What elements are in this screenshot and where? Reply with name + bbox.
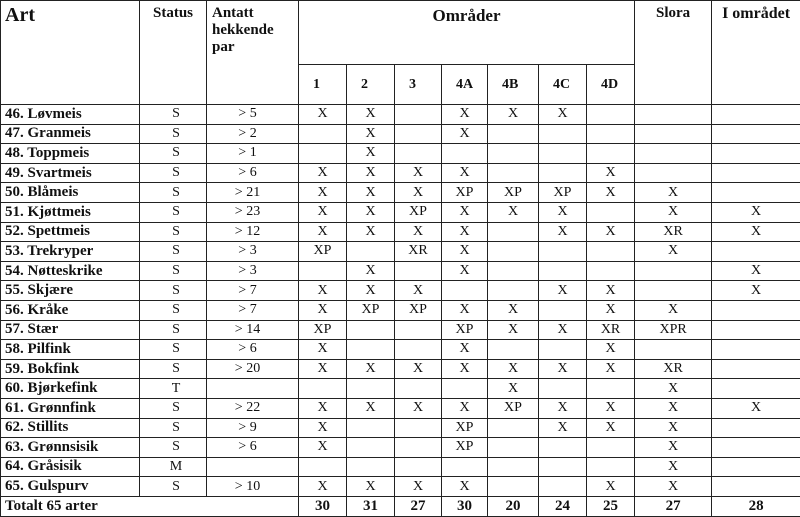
pairs-cell: > 6 bbox=[207, 438, 299, 458]
table-row bbox=[1, 105, 800, 125]
area-cell bbox=[587, 438, 635, 458]
area-cell: X bbox=[442, 105, 488, 125]
area-cell bbox=[488, 457, 539, 477]
area-cell: X bbox=[442, 398, 488, 418]
i-omradet-cell bbox=[712, 320, 800, 340]
status-cell: S bbox=[140, 340, 207, 360]
status-cell: S bbox=[140, 144, 207, 164]
area-cell bbox=[347, 320, 395, 340]
slora-cell: XR bbox=[635, 359, 712, 379]
area-cell bbox=[347, 379, 395, 399]
area-cell: XP bbox=[442, 418, 488, 438]
area-cell: XP bbox=[395, 300, 442, 320]
header-area-4a: 4A bbox=[442, 65, 488, 105]
slora-cell: X bbox=[635, 202, 712, 222]
area-cell: X bbox=[347, 398, 395, 418]
area-cell: X bbox=[587, 477, 635, 497]
area-cell: X bbox=[347, 222, 395, 242]
slora-cell: X bbox=[635, 418, 712, 438]
slora-cell bbox=[635, 144, 712, 164]
area-cell: X bbox=[442, 163, 488, 183]
i-omradet-cell bbox=[712, 300, 800, 320]
species-name: 49. Svartmeis bbox=[1, 163, 140, 183]
pairs-cell: > 3 bbox=[207, 261, 299, 281]
table-row bbox=[1, 379, 800, 399]
area-cell bbox=[587, 124, 635, 144]
species-name: 52. Spettmeis bbox=[1, 222, 140, 242]
area-cell bbox=[299, 261, 347, 281]
area-cell bbox=[488, 124, 539, 144]
header-area-1: 1 bbox=[299, 65, 347, 105]
area-cell: X bbox=[299, 359, 347, 379]
pairs-cell: > 22 bbox=[207, 398, 299, 418]
area-cell: X bbox=[299, 202, 347, 222]
status-cell: S bbox=[140, 261, 207, 281]
area-cell: X bbox=[442, 477, 488, 497]
area-cell bbox=[539, 261, 587, 281]
i-omradet-cell bbox=[712, 438, 800, 458]
area-cell: XR bbox=[395, 242, 442, 262]
pairs-cell bbox=[207, 379, 299, 399]
area-cell: X bbox=[488, 300, 539, 320]
i-omradet-cell bbox=[712, 242, 800, 262]
area-cell: XP bbox=[347, 300, 395, 320]
area-cell: X bbox=[347, 183, 395, 203]
i-omradet-cell: X bbox=[712, 398, 800, 418]
pairs-cell: > 12 bbox=[207, 222, 299, 242]
slora-cell: X bbox=[635, 300, 712, 320]
i-omradet-cell bbox=[712, 105, 800, 125]
area-cell: X bbox=[347, 124, 395, 144]
pairs-cell: > 14 bbox=[207, 320, 299, 340]
area-cell: X bbox=[488, 359, 539, 379]
i-omradet-cell: X bbox=[712, 222, 800, 242]
area-cell bbox=[488, 340, 539, 360]
area-cell: X bbox=[347, 261, 395, 281]
area-cell: X bbox=[488, 320, 539, 340]
area-cell bbox=[587, 144, 635, 164]
pairs-cell bbox=[207, 457, 299, 477]
area-cell bbox=[395, 457, 442, 477]
slora-cell: X bbox=[635, 398, 712, 418]
area-cell: X bbox=[539, 398, 587, 418]
area-cell: X bbox=[587, 281, 635, 301]
area-cell: X bbox=[347, 359, 395, 379]
header-omrader: Områder bbox=[299, 1, 635, 65]
area-cell bbox=[539, 340, 587, 360]
total-area-cell: 20 bbox=[488, 496, 539, 516]
pairs-cell: > 6 bbox=[207, 163, 299, 183]
table-row bbox=[1, 340, 800, 360]
pairs-cell: > 20 bbox=[207, 359, 299, 379]
area-cell bbox=[347, 457, 395, 477]
table-row bbox=[1, 438, 800, 458]
area-cell bbox=[395, 105, 442, 125]
area-cell bbox=[299, 124, 347, 144]
area-cell: X bbox=[299, 418, 347, 438]
total-slora-cell: 27 bbox=[635, 496, 712, 516]
pairs-cell: > 7 bbox=[207, 281, 299, 301]
area-cell: X bbox=[539, 105, 587, 125]
species-name: 55. Skjære bbox=[1, 281, 140, 301]
area-cell: X bbox=[395, 222, 442, 242]
table-row bbox=[1, 144, 800, 164]
area-cell bbox=[395, 340, 442, 360]
table-row bbox=[1, 163, 800, 183]
area-cell bbox=[395, 320, 442, 340]
area-cell: X bbox=[539, 320, 587, 340]
area-cell: X bbox=[442, 202, 488, 222]
area-cell bbox=[395, 144, 442, 164]
area-cell bbox=[488, 222, 539, 242]
i-omradet-cell bbox=[712, 359, 800, 379]
species-name: 54. Nøtteskrike bbox=[1, 261, 140, 281]
status-cell: S bbox=[140, 105, 207, 125]
area-cell: XP bbox=[395, 202, 442, 222]
area-cell bbox=[395, 418, 442, 438]
area-cell bbox=[442, 144, 488, 164]
pairs-cell: > 23 bbox=[207, 202, 299, 222]
slora-cell bbox=[635, 281, 712, 301]
i-omradet-cell bbox=[712, 340, 800, 360]
header-area-4d: 4D bbox=[587, 65, 635, 105]
total-area-cell: 24 bbox=[539, 496, 587, 516]
species-name: 60. Bjørkefink bbox=[1, 379, 140, 399]
species-name: 62. Stillits bbox=[1, 418, 140, 438]
area-cell: X bbox=[299, 300, 347, 320]
slora-cell: X bbox=[635, 477, 712, 497]
area-cell: X bbox=[488, 379, 539, 399]
area-cell bbox=[587, 202, 635, 222]
area-cell bbox=[587, 261, 635, 281]
area-cell: X bbox=[442, 242, 488, 262]
area-cell: X bbox=[587, 359, 635, 379]
i-omradet-cell bbox=[712, 477, 800, 497]
pairs-cell: > 3 bbox=[207, 242, 299, 262]
area-cell bbox=[442, 379, 488, 399]
area-cell: X bbox=[299, 281, 347, 301]
area-cell: XP bbox=[299, 242, 347, 262]
area-cell bbox=[442, 281, 488, 301]
area-cell bbox=[539, 300, 587, 320]
table-row bbox=[1, 398, 800, 418]
pairs-cell: > 5 bbox=[207, 105, 299, 125]
pairs-cell: > 9 bbox=[207, 418, 299, 438]
area-cell: X bbox=[395, 183, 442, 203]
table-row bbox=[1, 359, 800, 379]
total-area-cell: 27 bbox=[395, 496, 442, 516]
status-cell: S bbox=[140, 124, 207, 144]
area-cell: XP bbox=[442, 320, 488, 340]
status-cell: S bbox=[140, 281, 207, 301]
slora-cell: XPR bbox=[635, 320, 712, 340]
area-cell: X bbox=[395, 163, 442, 183]
area-cell: X bbox=[539, 202, 587, 222]
area-cell: X bbox=[539, 418, 587, 438]
table-row bbox=[1, 183, 800, 203]
area-cell: X bbox=[395, 281, 442, 301]
status-cell: S bbox=[140, 183, 207, 203]
area-cell: X bbox=[442, 340, 488, 360]
table-row bbox=[1, 124, 800, 144]
species-name: 65. Gulspurv bbox=[1, 477, 140, 497]
species-name: 59. Bokfink bbox=[1, 359, 140, 379]
area-cell: X bbox=[539, 222, 587, 242]
pairs-cell: > 7 bbox=[207, 300, 299, 320]
table-row bbox=[1, 418, 800, 438]
header-antatt-hekkende-par: Antatt hekkende par bbox=[207, 1, 299, 105]
area-cell: X bbox=[299, 477, 347, 497]
area-cell: X bbox=[395, 477, 442, 497]
area-cell bbox=[299, 379, 347, 399]
area-cell bbox=[347, 418, 395, 438]
species-name: 51. Kjøttmeis bbox=[1, 202, 140, 222]
area-cell bbox=[587, 457, 635, 477]
area-cell bbox=[539, 163, 587, 183]
area-cell bbox=[539, 144, 587, 164]
total-label: Totalt 65 arter bbox=[1, 496, 299, 516]
area-cell bbox=[488, 242, 539, 262]
pairs-cell: > 1 bbox=[207, 144, 299, 164]
i-omradet-cell bbox=[712, 124, 800, 144]
area-cell bbox=[442, 457, 488, 477]
slora-cell: X bbox=[635, 183, 712, 203]
total-area-cell: 31 bbox=[347, 496, 395, 516]
status-cell: T bbox=[140, 379, 207, 399]
area-cell bbox=[299, 144, 347, 164]
area-cell: X bbox=[442, 124, 488, 144]
area-cell bbox=[539, 457, 587, 477]
pairs-cell: > 6 bbox=[207, 340, 299, 360]
total-area-cell: 30 bbox=[299, 496, 347, 516]
species-name: 61. Grønnfink bbox=[1, 398, 140, 418]
area-cell bbox=[539, 438, 587, 458]
species-name: 46. Løvmeis bbox=[1, 105, 140, 125]
table-row bbox=[1, 242, 800, 262]
pairs-cell: > 10 bbox=[207, 477, 299, 497]
area-cell: XP bbox=[539, 183, 587, 203]
area-cell: X bbox=[488, 202, 539, 222]
area-cell: XR bbox=[587, 320, 635, 340]
area-cell: X bbox=[347, 163, 395, 183]
area-cell: X bbox=[587, 163, 635, 183]
header-area-4b: 4B bbox=[488, 65, 539, 105]
header-area-2: 2 bbox=[347, 65, 395, 105]
area-cell: X bbox=[539, 281, 587, 301]
status-cell: M bbox=[140, 457, 207, 477]
area-cell bbox=[587, 105, 635, 125]
status-cell: S bbox=[140, 398, 207, 418]
table-row bbox=[1, 300, 800, 320]
area-cell bbox=[539, 477, 587, 497]
header-area-3: 3 bbox=[395, 65, 442, 105]
area-cell bbox=[539, 242, 587, 262]
table-row bbox=[1, 261, 800, 281]
area-cell: X bbox=[587, 222, 635, 242]
i-omradet-cell bbox=[712, 418, 800, 438]
pairs-cell: > 2 bbox=[207, 124, 299, 144]
slora-cell bbox=[635, 105, 712, 125]
i-omradet-cell: X bbox=[712, 281, 800, 301]
status-cell: S bbox=[140, 300, 207, 320]
area-cell bbox=[488, 477, 539, 497]
table-row bbox=[1, 457, 800, 477]
total-area-cell: 25 bbox=[587, 496, 635, 516]
area-cell bbox=[347, 242, 395, 262]
header-i-omradet: I området bbox=[712, 1, 800, 105]
slora-cell bbox=[635, 340, 712, 360]
area-cell bbox=[488, 261, 539, 281]
species-name: 50. Blåmeis bbox=[1, 183, 140, 203]
area-cell bbox=[395, 261, 442, 281]
i-omradet-cell bbox=[712, 183, 800, 203]
area-cell: X bbox=[347, 144, 395, 164]
slora-cell: X bbox=[635, 438, 712, 458]
area-cell bbox=[539, 379, 587, 399]
slora-cell: XR bbox=[635, 222, 712, 242]
area-cell: X bbox=[395, 359, 442, 379]
header-status: Status bbox=[140, 1, 207, 105]
species-name: 58. Pilfink bbox=[1, 340, 140, 360]
area-cell: X bbox=[587, 398, 635, 418]
area-cell bbox=[488, 438, 539, 458]
status-cell: S bbox=[140, 418, 207, 438]
status-cell: S bbox=[140, 477, 207, 497]
area-cell: XP bbox=[442, 183, 488, 203]
area-cell: XP bbox=[488, 183, 539, 203]
area-cell: X bbox=[299, 163, 347, 183]
slora-cell bbox=[635, 124, 712, 144]
area-cell: X bbox=[347, 202, 395, 222]
table-row bbox=[1, 222, 800, 242]
area-cell: X bbox=[587, 418, 635, 438]
area-cell: X bbox=[395, 398, 442, 418]
area-cell: X bbox=[347, 281, 395, 301]
i-omradet-cell bbox=[712, 379, 800, 399]
total-area-cell: 30 bbox=[442, 496, 488, 516]
area-cell bbox=[488, 163, 539, 183]
area-cell: XP bbox=[442, 438, 488, 458]
slora-cell: X bbox=[635, 457, 712, 477]
area-cell bbox=[347, 438, 395, 458]
i-omradet-cell: X bbox=[712, 202, 800, 222]
species-name: 57. Stær bbox=[1, 320, 140, 340]
area-cell: X bbox=[539, 359, 587, 379]
area-cell bbox=[587, 379, 635, 399]
area-cell: X bbox=[587, 340, 635, 360]
i-omradet-cell bbox=[712, 144, 800, 164]
area-cell bbox=[299, 457, 347, 477]
area-cell bbox=[395, 438, 442, 458]
area-cell: X bbox=[442, 300, 488, 320]
header-row-top bbox=[1, 1, 800, 65]
area-cell bbox=[488, 144, 539, 164]
table-row bbox=[1, 202, 800, 222]
area-cell bbox=[395, 379, 442, 399]
total-i-omradet-cell: 28 bbox=[712, 496, 800, 516]
area-cell: X bbox=[299, 340, 347, 360]
species-name: 47. Granmeis bbox=[1, 124, 140, 144]
area-cell: X bbox=[299, 398, 347, 418]
slora-cell: X bbox=[635, 379, 712, 399]
area-cell: X bbox=[347, 477, 395, 497]
area-cell bbox=[347, 340, 395, 360]
header-area-4c: 4C bbox=[539, 65, 587, 105]
status-cell: S bbox=[140, 320, 207, 340]
area-cell bbox=[539, 124, 587, 144]
status-cell: S bbox=[140, 242, 207, 262]
area-cell: X bbox=[442, 261, 488, 281]
i-omradet-cell bbox=[712, 457, 800, 477]
slora-cell: X bbox=[635, 242, 712, 262]
area-cell: X bbox=[587, 300, 635, 320]
table-row bbox=[1, 320, 800, 340]
pairs-cell: > 21 bbox=[207, 183, 299, 203]
total-row bbox=[1, 496, 800, 516]
slora-cell bbox=[635, 261, 712, 281]
header-art: Art bbox=[1, 1, 140, 105]
i-omradet-cell bbox=[712, 163, 800, 183]
area-cell: X bbox=[587, 183, 635, 203]
species-name: 48. Toppmeis bbox=[1, 144, 140, 164]
area-cell bbox=[587, 242, 635, 262]
area-cell: X bbox=[299, 438, 347, 458]
species-name: 63. Grønnsisik bbox=[1, 438, 140, 458]
table-row bbox=[1, 281, 800, 301]
area-cell: XP bbox=[299, 320, 347, 340]
species-name: 56. Kråke bbox=[1, 300, 140, 320]
area-cell: X bbox=[442, 222, 488, 242]
area-cell bbox=[488, 418, 539, 438]
area-cell: X bbox=[299, 105, 347, 125]
species-name: 53. Trekryper bbox=[1, 242, 140, 262]
i-omradet-cell: X bbox=[712, 261, 800, 281]
slora-cell bbox=[635, 163, 712, 183]
area-cell: X bbox=[488, 105, 539, 125]
status-cell: S bbox=[140, 359, 207, 379]
area-cell: X bbox=[299, 222, 347, 242]
status-cell: S bbox=[140, 438, 207, 458]
species-name: 64. Gråsisik bbox=[1, 457, 140, 477]
area-cell: X bbox=[442, 359, 488, 379]
area-cell: X bbox=[347, 105, 395, 125]
status-cell: S bbox=[140, 163, 207, 183]
status-cell: S bbox=[140, 202, 207, 222]
table-row bbox=[1, 477, 800, 497]
status-cell: S bbox=[140, 222, 207, 242]
area-cell bbox=[395, 124, 442, 144]
area-cell: X bbox=[299, 183, 347, 203]
header-slora: Slora bbox=[635, 1, 712, 105]
area-cell: XP bbox=[488, 398, 539, 418]
area-cell bbox=[488, 281, 539, 301]
